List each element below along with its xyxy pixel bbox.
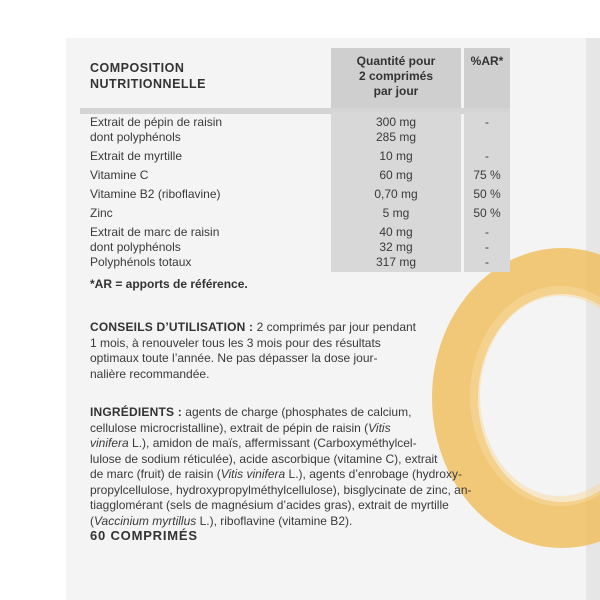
nutrient-quantity: 285 mg <box>375 130 417 144</box>
ingredients-line <box>90 436 510 452</box>
table-row <box>80 167 510 183</box>
latin-name: Vaccinium myrtillus <box>94 513 197 528</box>
usage-line: 1 mois, à renouveler tous les 3 mois pour des résultats <box>90 335 381 350</box>
nutrient-quantity: 5 mg <box>382 206 410 220</box>
qty-header-line-3: par jour <box>373 84 419 98</box>
latin-name: vinifera <box>90 436 129 450</box>
ingredients-text: L.), amidon de maïs, affermissant (Carboxyméthylcel- <box>132 436 417 450</box>
title-line-1: COMPOSITION <box>90 61 185 75</box>
nutrient-ar: - <box>485 225 489 239</box>
ingredients-text: L.), agents d’enrobage (hydroxy- <box>288 467 462 481</box>
ingredients-text: de marc (fruit) de raisin ( <box>90 467 221 481</box>
ingredients-text: L.), riboflavine (vitamine B2). <box>199 513 353 528</box>
usage-line: optimaux toute l’année. Ne pas dépasser la dose jour- <box>90 351 378 365</box>
ingredients-text: cellulose microcristalline), extrait de pépin de raisin ( <box>90 420 369 435</box>
nutrient-ar: - <box>485 255 489 269</box>
usage-line <box>90 320 510 336</box>
table-row <box>80 224 510 240</box>
nutrient-name: Extrait de pépin de raisin <box>90 115 223 129</box>
table-row <box>80 239 510 255</box>
ingredients-line <box>90 421 510 437</box>
table-row <box>80 186 510 202</box>
nutrient-ar: - <box>485 149 489 163</box>
usage-text: 2 comprimés par jour pendant <box>256 320 417 334</box>
nutrient-name: Vitamine B2 (riboflavine) <box>90 187 221 201</box>
table-row <box>80 205 510 221</box>
nutrient-ar: 50 % <box>473 187 501 201</box>
nutrition-table-body <box>80 112 510 272</box>
nutrient-quantity: 40 mg <box>379 225 413 239</box>
nutrient-ar: 75 % <box>473 168 501 182</box>
nutrient-name: Vitamine C <box>90 168 149 182</box>
nutrition-table-title <box>90 60 320 92</box>
ar-column-header: %AR* <box>464 48 510 108</box>
nutrient-quantity: 60 mg <box>379 168 413 182</box>
nutrient-name: dont polyphénols <box>90 130 181 144</box>
ingredients-text: agents de charge (phosphates de calcium, <box>185 405 412 419</box>
ingredients-text: ( <box>90 513 94 528</box>
quantity-column-header <box>331 48 461 108</box>
ingredients-line <box>90 405 510 421</box>
nutrient-quantity: 0,70 mg <box>374 187 418 201</box>
latin-name: Vitis <box>368 420 391 435</box>
ingredients-line: tiagglomérant (sels de magnésium d’acides gras), extrait de myrtille <box>90 498 449 512</box>
nutrient-name: Zinc <box>90 206 113 220</box>
table-row <box>80 129 510 145</box>
nutrient-name: dont polyphénols <box>90 240 181 254</box>
nutrient-ar: - <box>485 240 489 254</box>
ingredients-label: INGRÉDIENTS : <box>90 405 182 419</box>
ingredients-line <box>90 467 510 483</box>
nutrient-name: Extrait de marc de raisin <box>90 225 220 239</box>
nutrient-quantity: 10 mg <box>379 149 413 163</box>
qty-header-line-2: 2 comprimés <box>358 69 434 83</box>
usage-label: CONSEILS D’UTILISATION : <box>90 320 254 334</box>
tablet-count: 60 COMPRIMÉS <box>90 528 198 543</box>
nutrient-quantity: 300 mg <box>375 115 417 129</box>
nutrient-quantity: 317 mg <box>375 255 417 269</box>
table-row <box>80 148 510 164</box>
nutrient-ar: 50 % <box>473 206 501 220</box>
qty-header-line-1: Quantité pour <box>356 54 436 68</box>
nutrient-quantity: 32 mg <box>379 240 413 254</box>
usage-line: nalière recommandée. <box>90 366 210 381</box>
ingredients-line: lulose de sodium réticulée), acide ascorbique (vitamine C), extrait <box>90 451 438 466</box>
title-line-2: NUTRITIONNELLE <box>90 77 207 91</box>
usage-instructions <box>90 320 510 382</box>
nutrient-ar: - <box>485 115 489 129</box>
table-row <box>80 114 510 130</box>
nutrient-name: Polyphénols totaux <box>90 255 192 269</box>
nutrient-name: Extrait de myrtille <box>90 149 183 163</box>
latin-name: Vitis vinifera <box>220 467 286 481</box>
ingredients-line <box>90 514 510 530</box>
ingredients-list <box>90 405 510 529</box>
table-row <box>80 254 510 270</box>
ar-footnote: *AR = apports de référence. <box>90 277 248 291</box>
ingredients-line: propylcellulose, hydroxypropylméthylcellulose), bisglycinate de zinc, an- <box>90 482 472 497</box>
